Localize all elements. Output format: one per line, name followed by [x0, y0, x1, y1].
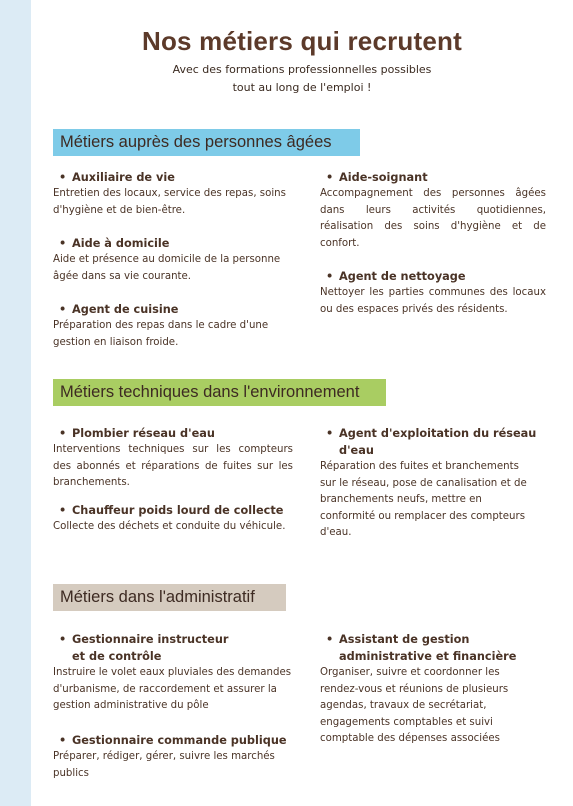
bullet-icon: •: [59, 633, 67, 646]
section-header-elderly-care: Métiers auprès des personnes âgées: [53, 129, 360, 156]
job-description: Instruire le volet eaux pluviales des demandes d'urbanisme, de raccordement et assurer la gestion administrative du pôle: [53, 667, 292, 711]
subtitle-line-1: Avec des formations professionnelles possibles: [172, 63, 432, 76]
bullet-icon: •: [59, 171, 67, 184]
job-aide-soignant: [320, 169, 546, 252]
job-chauffeur-poids-lourd: [53, 502, 293, 536]
job-title: • Plombier réseau d'eau: [59, 427, 215, 440]
bullet-icon: •: [59, 237, 67, 250]
job-description: Collecte des déchets et conduite du véhicule.: [53, 521, 286, 532]
job-agent-exploitation-reseau-eau: [320, 425, 538, 542]
job-title: • Gestionnaire commande publique: [59, 734, 287, 747]
job-description: Interventions techniques sur les compteurs des abonnés et réparations de fuites sur les branchements.: [53, 444, 293, 488]
job-plombier-reseau-eau: [53, 425, 293, 492]
job-agent-de-cuisine: [53, 301, 293, 351]
bullet-icon: •: [326, 270, 334, 283]
page-title: Nos métiers qui recrutent: [142, 26, 462, 56]
job-aide-a-domicile: [53, 235, 293, 285]
job-title: • Chauffeur poids lourd de collecte: [59, 504, 284, 517]
job-description: Préparer, rédiger, gérer, suivre les marchés publics: [53, 751, 275, 779]
subtitle-line-2: tout au long de l'emploi !: [232, 81, 372, 94]
job-description: Réparation des fuites et branchements sur le réseau, pose de canalisation et de branchements neufs, mettre en conformité ou remplacer des compteurs d'eau.: [320, 461, 527, 538]
job-description: Organiser, suivre et coordonner les rendez-vous et réunions de plusieurs agendas, travaux de secrétariat, engagements comptables et suivi comptable des dépenses associées: [320, 667, 509, 744]
job-title: • Agent de nettoyage: [326, 270, 466, 283]
job-title: • Gestionnaire instructeur et de contrôle: [59, 633, 229, 663]
job-description: Aide et présence au domicile de la personne âgée dans sa vie courante.: [53, 254, 281, 282]
bullet-icon: •: [59, 427, 67, 440]
bullet-icon: •: [326, 171, 334, 184]
job-description: Entretien des locaux, service des repas, soins d'hygiène et de bien-être.: [53, 188, 286, 216]
job-gestionnaire-instructeur: [53, 631, 293, 715]
bullet-icon: •: [326, 427, 334, 440]
job-title: • Agent de cuisine: [59, 303, 179, 316]
job-agent-de-nettoyage: [320, 268, 546, 318]
job-gestionnaire-commande-publique: [53, 732, 293, 782]
job-description: Nettoyer les parties communes des locaux ou des espaces privés des résidents.: [320, 287, 546, 315]
section-header-technical: Métiers techniques dans l'environnement: [53, 379, 386, 406]
job-title: • Assistant de gestion administrative et financière: [326, 633, 517, 663]
side-strip: [0, 0, 31, 806]
bullet-icon: •: [59, 303, 67, 316]
job-description: Préparation des repas dans le cadre d'une gestion en liaison froide.: [53, 320, 269, 348]
bullet-icon: •: [59, 504, 67, 517]
job-assistant-gestion: [320, 631, 520, 748]
section-header-administrative: Métiers dans l'administratif: [53, 584, 286, 611]
job-title: • Auxiliaire de vie: [59, 171, 175, 184]
job-description: Accompagnement des personnes âgées dans leurs activités quotidiennes, réalisation des soins d'hygiène et de confort.: [320, 188, 546, 249]
job-title: • Aide à domicile: [59, 237, 170, 250]
job-auxiliaire-de-vie: [53, 169, 293, 219]
bullet-icon: •: [326, 633, 334, 646]
job-title: • Agent d'exploitation du réseau d'eau: [326, 427, 537, 457]
job-title: • Aide-soignant: [326, 171, 428, 184]
bullet-icon: •: [59, 734, 67, 747]
